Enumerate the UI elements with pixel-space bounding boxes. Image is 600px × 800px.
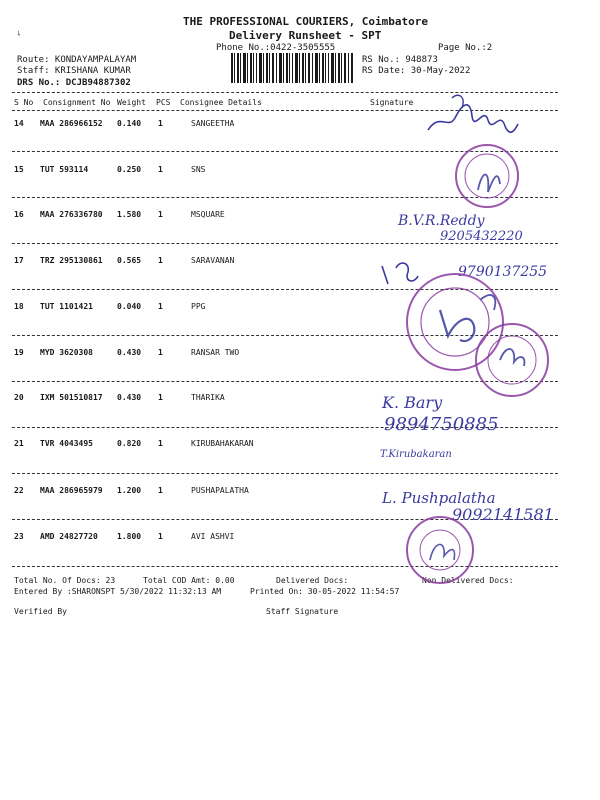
row-weight: 0.140 xyxy=(117,119,142,128)
entered-by: Entered By :SHARONSPT 5/30/2022 11:32:13 AM xyxy=(14,587,222,596)
row-consignment: AMD 24827720 xyxy=(40,532,98,541)
row-sno: 17 xyxy=(14,256,24,265)
row-consignee: PPG xyxy=(191,302,206,311)
row-weight: 0.430 xyxy=(117,348,142,357)
row-pcs: 1 xyxy=(158,348,163,357)
row-sno: 23 xyxy=(14,532,24,541)
verified-by: Verified By xyxy=(14,607,67,616)
row-consignment: MAA 286966152 xyxy=(40,119,103,128)
row-consignment: TVR 4043495 xyxy=(40,439,93,448)
barcode xyxy=(231,53,353,83)
staff-signature: Staff Signature xyxy=(266,607,339,616)
row-sno: 14 xyxy=(14,119,24,128)
row-consignment: MAA 286965979 xyxy=(40,486,103,495)
row-weight: 0.040 xyxy=(117,302,142,311)
staff: Staff: KRISHANA KUMAR xyxy=(17,66,131,76)
divider xyxy=(12,110,558,111)
row-sno: 19 xyxy=(14,348,24,357)
row-sno: 20 xyxy=(14,393,24,402)
row-consignment: IXM 501510817 xyxy=(40,393,103,402)
row-sno: 16 xyxy=(14,210,24,219)
total-cod: Total COD Amt: 0.00 xyxy=(143,576,235,585)
row-consignment: TUT 593114 xyxy=(40,165,89,174)
row-sno: 21 xyxy=(14,439,24,448)
row-consignment: TRZ 295130861 xyxy=(40,256,103,265)
total-docs: Total No. Of Docs: 23 xyxy=(14,576,116,585)
non-delivered-docs: Non Delivered Docs: xyxy=(422,576,514,585)
row-consignee: RANSAR TWO xyxy=(191,348,240,357)
row-pcs: 1 xyxy=(158,439,163,448)
row-sno: 18 xyxy=(14,302,24,311)
printed-on: Printed On: 30-05-2022 11:54:57 xyxy=(250,587,400,596)
row-consignee: KIRUBAHAKARAN xyxy=(191,439,254,448)
divider xyxy=(12,427,558,428)
company-name: THE PROFESSIONAL COURIERS, Coimbatore xyxy=(183,15,429,28)
handwritten-phone: 9092141581 xyxy=(452,505,554,524)
divider xyxy=(12,92,558,93)
col-pcs: PCS xyxy=(156,98,171,107)
divider xyxy=(12,519,558,520)
signature-scribble xyxy=(382,263,418,284)
row-weight: 1.800 xyxy=(117,532,142,541)
row-pcs: 1 xyxy=(158,165,163,174)
signature-scribble xyxy=(428,105,518,132)
row-weight: 0.820 xyxy=(117,439,142,448)
divider xyxy=(12,243,558,244)
page-number: Page No.:2 xyxy=(438,43,493,53)
col-consignee: Consignee Details xyxy=(180,98,262,107)
row-pcs: 1 xyxy=(158,119,163,128)
row-consignee: THARIKA xyxy=(191,393,225,402)
row-weight: 0.565 xyxy=(117,256,142,265)
divider xyxy=(12,151,558,152)
row-consignment: TUT 1101421 xyxy=(40,302,93,311)
row-weight: 0.430 xyxy=(117,393,142,402)
divider xyxy=(12,473,558,474)
handwritten-phone: 9894750885 xyxy=(384,414,499,435)
divider xyxy=(12,381,558,382)
divider xyxy=(12,197,558,198)
row-pcs: 1 xyxy=(158,532,163,541)
row-consignee: MSQUARE xyxy=(191,210,225,219)
divider xyxy=(12,566,558,567)
row-pcs: 1 xyxy=(158,302,163,311)
handwritten-name: L. Pushpalatha xyxy=(382,489,496,507)
row-consignment: MAA 276336780 xyxy=(40,210,103,219)
phone-number: Phone No.:0422-3505555 xyxy=(216,43,336,53)
row-consignee: SNS xyxy=(191,165,206,174)
row-pcs: 1 xyxy=(158,393,163,402)
col-sno: S No xyxy=(14,98,34,107)
row-weight: 1.580 xyxy=(117,210,142,219)
divider xyxy=(12,335,558,336)
col-consignment: Consignment No xyxy=(43,98,111,107)
rs-number: RS No.: 948873 xyxy=(362,55,438,65)
row-consignee: SANGEETHA xyxy=(191,119,235,128)
page-mark: ↘ xyxy=(13,27,24,39)
drs-number: DRS No.: DCJB94887302 xyxy=(17,78,131,88)
handwritten-phone: 9205432220 xyxy=(440,229,523,244)
route: Route: KONDAYAMPALAYAM xyxy=(17,55,137,65)
row-sno: 22 xyxy=(14,486,24,495)
row-pcs: 1 xyxy=(158,210,163,219)
signature-scribble xyxy=(452,95,463,108)
handwritten-name: K. Bary xyxy=(382,393,443,412)
delivered-docs: Delivered Docs: xyxy=(276,576,349,585)
runsheet-title: Delivery Runsheet - SPT xyxy=(229,29,382,42)
avi-ashvi-stamp xyxy=(407,517,473,583)
handwritten-phone: 9790137255 xyxy=(458,264,548,280)
divider xyxy=(12,289,558,290)
row-consignee: AVI ASHVI xyxy=(191,532,235,541)
row-consignment: MYD 3620308 xyxy=(40,348,93,357)
row-consignee: SARAVANAN xyxy=(191,256,235,265)
row-weight: 1.200 xyxy=(117,486,142,495)
col-signature: Signature xyxy=(370,98,414,107)
rs-date: RS Date: 30-May-2022 xyxy=(362,66,471,76)
row-pcs: 1 xyxy=(158,486,163,495)
row-consignee: PUSHAPALATHA xyxy=(191,486,249,495)
handwritten-name: T.Kirubakaran xyxy=(380,449,452,460)
row-sno: 15 xyxy=(14,165,24,174)
col-weight: Weight xyxy=(117,98,146,107)
row-pcs: 1 xyxy=(158,256,163,265)
handwritten-name: B.V.R.Reddy xyxy=(398,213,485,229)
row-weight: 0.250 xyxy=(117,165,142,174)
